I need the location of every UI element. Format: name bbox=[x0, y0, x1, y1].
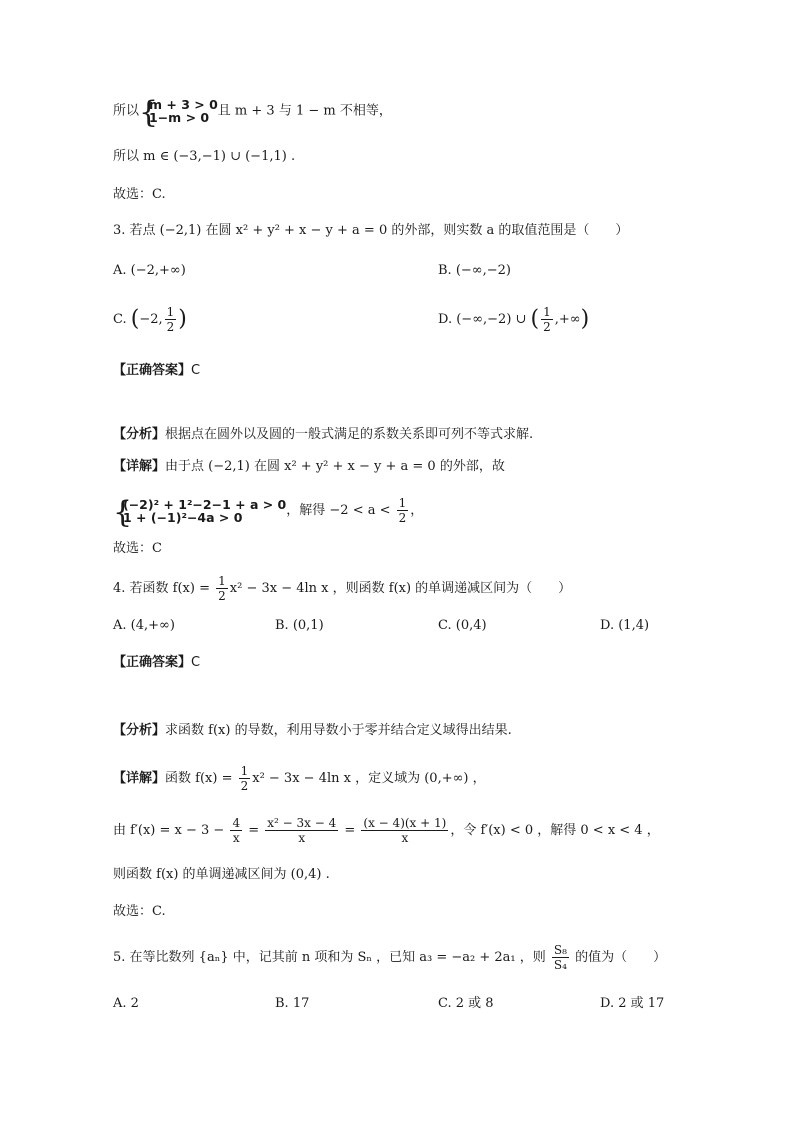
q5-option-a: A. 2 bbox=[113, 996, 139, 1011]
answer-value: C bbox=[191, 655, 201, 670]
system-row-1: m + 3 > 0 bbox=[149, 97, 218, 112]
fraction: $\frac{(x - 4)(x + 1)}{x}$ bbox=[363, 816, 447, 845]
answer-tag: 【正确答案】 bbox=[113, 655, 192, 670]
inequality-system-1: { m + 3 > 0 1−m > 0 bbox=[139, 95, 218, 130]
inequality-system-2: { (−2)² + 1²−2−1 + a > 0 1 + (−1)²−4a > 0 bbox=[113, 494, 287, 530]
q4-stem: 4. 若函数 f(x) = $\frac{1}{2}$ x² − 3x − 4ln x ，则函数 f(x) 的单调递减区间为（ ） bbox=[113, 574, 572, 603]
fraction: $\frac{1}{2}$ bbox=[166, 305, 175, 334]
analysis-text: 求函数 f(x) 的导数，利用导数小于零并结合定义域得出结果. bbox=[165, 723, 512, 738]
fraction: $\frac{\text{x² − 3x − 4}}{x}$ bbox=[267, 816, 337, 845]
text-line-1 bbox=[113, 95, 392, 130]
prefix-text: 所以 bbox=[113, 103, 140, 119]
detail-tag: 【详解】 bbox=[113, 459, 166, 474]
option-lead: −2, bbox=[139, 312, 163, 327]
q3-option-b: B. (−∞,−2) bbox=[438, 263, 511, 278]
solve-text: ，解得 −2 < a < bbox=[286, 503, 395, 518]
q5-option-b: B. 17 bbox=[275, 996, 310, 1011]
q4-result: 则函数 f(x) 的单调递减区间为 (0,4) . bbox=[113, 867, 330, 882]
q3-answer bbox=[113, 362, 200, 380]
q4-answer bbox=[113, 654, 200, 672]
fraction: $\frac{4}{x}$ bbox=[232, 816, 241, 845]
q4-option-a: A. (4,+∞) bbox=[113, 618, 175, 633]
suffix-text: 且 m + 3 与 1 − m 不相等， bbox=[217, 103, 392, 119]
option-label: C. bbox=[113, 312, 131, 327]
system-row-1: (−2)² + 1²−2−1 + a > 0 bbox=[123, 496, 287, 512]
option-label: D. (−∞,−2) ∪ bbox=[438, 312, 531, 327]
q3-choose: 故选：C bbox=[113, 541, 162, 556]
analysis-text: 根据点在圆外以及圆的一般式满足的系数关系即可列不等式求解. bbox=[165, 427, 534, 442]
fraction: $\frac{1}{2}$ bbox=[398, 496, 407, 525]
system-row-2: 1 + (−1)²−4a > 0 bbox=[123, 509, 243, 525]
q3-analysis bbox=[113, 426, 533, 444]
q5-stem: 5. 在等比数列 {aₙ} 中，记其前 n 项和为 Sₙ ，已知 a₃ = −a₂ + 2a₁ ，则 $\frac{\text{S₈}}{\text{S₄}}$ 的值为（ ） bbox=[113, 943, 667, 972]
detail-tag: 【详解】 bbox=[113, 771, 166, 786]
q5-option-d: D. 2 或 17 bbox=[600, 996, 665, 1011]
q5-option-c: C. 2 或 8 bbox=[438, 996, 494, 1011]
q3-option-a: A. (−2,+∞) bbox=[113, 263, 186, 278]
option-tail: ,+∞ bbox=[554, 312, 581, 327]
detail-text: 由于点 (−2,1) 在圆 x² + y² + x − y + a = 0 的外部，故 bbox=[165, 459, 505, 474]
q4-option-d: D. (1,4) bbox=[600, 618, 650, 633]
fraction: $\frac{1}{2}$ bbox=[240, 764, 249, 793]
q3-option-d: D. (−∞,−2) ∪ ( $\frac{1}{2}$ ,+∞) bbox=[438, 305, 590, 334]
fraction: $\frac{\text{S₈}}{\text{S₄}}$ bbox=[553, 943, 567, 972]
analysis-tag: 【分析】 bbox=[113, 427, 166, 442]
q4-detail: 【详解】函数 f(x) = $\frac{1}{2}$ x² − 3x − 4ln x ，定义域为 (0,+∞) ， bbox=[113, 764, 486, 793]
q4-analysis bbox=[113, 722, 512, 740]
q3-stem: 3. 若点 (−2,1) 在圆 x² + y² + x − y + a = 0 的外部，则实数 a 的取值范围是（ ） bbox=[113, 223, 629, 238]
q3-detail bbox=[113, 458, 505, 476]
q4-option-c: C. (0,4) bbox=[438, 618, 487, 633]
system-row-2: 1−m > 0 bbox=[149, 110, 210, 125]
answer-value: C bbox=[191, 363, 201, 378]
q4-option-b: B. (0,1) bbox=[275, 618, 324, 633]
text-line-3: 故选：C. bbox=[113, 187, 166, 202]
q4-derivative: 由 f′(x) = x − 3 − $\frac{4}{x}$ = $\frac{\text{x² − 3x − 4}}{x}$ = $\frac{(x - 4)(x + 1)}{x}$ ，令 f′(x) < 0 ，解得 0 < x < 4 ， bbox=[113, 816, 660, 845]
q3-option-c: C. (−2, $\frac{1}{2}$ ) bbox=[113, 305, 187, 334]
text-line-2: 所以 m ∈ (−3,−1) ∪ (−1,1) . bbox=[113, 149, 296, 164]
q3-system: { (−2)² + 1²−2−1 + a > 0 1 + (−1)²−4a > 0 ，解得 −2 < a < $\frac{1}{2}$ ， bbox=[113, 494, 424, 530]
fraction: $\frac{1}{2}$ bbox=[543, 305, 551, 334]
q4-choose: 故选：C. bbox=[113, 904, 166, 919]
analysis-tag: 【分析】 bbox=[113, 723, 166, 738]
fraction: $\frac{1}{2}$ bbox=[218, 574, 226, 603]
answer-tag: 【正确答案】 bbox=[113, 363, 192, 378]
